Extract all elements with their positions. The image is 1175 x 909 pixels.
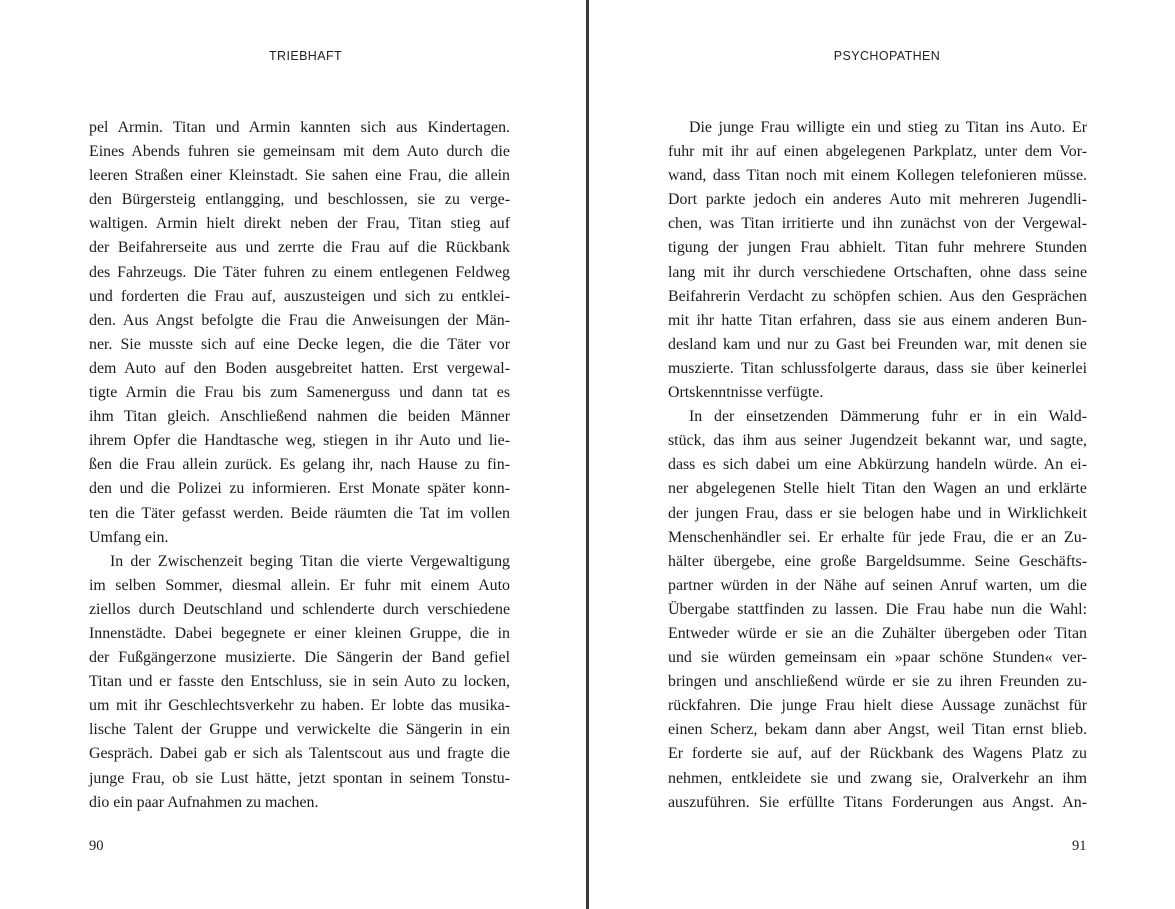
text-line: rückfahren. Die junge Frau hielt diese Aussage zunächst für: [668, 697, 1087, 715]
right-page: [589, 0, 1175, 909]
text-line: Übergabe stattfinden zu lassen. Die Frau habe nun die Wahl:: [668, 600, 1087, 618]
text-line: und forderten die Frau auf, auszusteigen und sich zu entklei-: [89, 287, 510, 305]
text-line: In der einsetzenden Dämmerung fuhr er in ein Wald-: [689, 408, 1087, 426]
text-line: hälter übergebe, eine große Bargeldsumme. Seine Geschäfts-: [668, 552, 1087, 570]
text-line: nehmen, entkleidete sie und zwang sie, Oralverkehr an ihm: [668, 769, 1087, 787]
text-line: Entweder würde er sie an die Zuhälter übergeben oder Titan: [668, 624, 1087, 642]
text-line: Titan und er fasste den Entschluss, sie in sein Auto zu locken,: [89, 673, 510, 691]
text-line: Gespräch. Dabei gab er sich als Talentscout aus und fragte die: [89, 745, 510, 763]
text-line: dem Auto auf den Boden ausgebreitet hatten. Erst vergewal-: [89, 359, 510, 377]
left-page-body: [89, 116, 510, 815]
text-line: den Bürgersteig entlangging, und beschlossen, sie zu verge-: [89, 191, 510, 209]
text-line: Er forderte sie auf, auf der Rückbank des Wagens Platz zu: [668, 745, 1087, 763]
text-line: Beifahrerin Verdacht zu schöpfen schien. Aus den Gesprächen: [668, 287, 1087, 305]
text-line: partner würden in der Nähe auf seinen Anruf warten, um die: [668, 576, 1087, 594]
text-line: ner. Sie musste sich auf eine Decke legen, die die Täter vor: [89, 335, 510, 353]
text-line: den und die Polizei zu informieren. Erst Monate später konn-: [89, 480, 510, 498]
text-line: tigung der jungen Frau abhielt. Titan fuhr mehrere Stunden: [668, 239, 1087, 257]
text-line: der Beifahrerseite aus und zerrte die Frau auf die Rückbank: [89, 239, 510, 257]
text-line: lang mit ihr durch verschiedene Ortschaften, ohne dass seine: [668, 263, 1087, 281]
text-line: Eines Abends fuhren sie gemeinsam mit dem Auto durch die: [89, 143, 510, 161]
text-line: dass es sich dabei um eine Abkürzung handeln würde. An ei-: [668, 456, 1087, 474]
text-line: Die junge Frau willigte ein und stieg zu Titan ins Auto. Er: [689, 119, 1087, 136]
running-head-right: PSYCHOPATHEN: [833, 49, 941, 63]
text-line: um mit ihr Geschlechtsverkehr zu haben. Er lobte das musika-: [89, 697, 510, 715]
text-line: Menschenhändler sei. Er erhalte für jede Frau, die er an Zu-: [668, 528, 1087, 546]
text-line: fuhr mit ihr auf einen abgelegenen Parkplatz, unter dem Vor-: [668, 143, 1087, 161]
text-line: ziellos durch Deutschland und schlenderte durch verschiedene: [89, 600, 510, 618]
page-number-right: 91: [1072, 838, 1087, 854]
right-page-body: [668, 116, 1087, 815]
text-line: Ortskenntnisse verfügte.: [668, 384, 824, 402]
text-line: lische Talent der Gruppe und verwickelte die Sängerin in ein: [89, 721, 510, 739]
text-line: einen Scherz, bekam dann aber Angst, weil Titan ernst blieb.: [668, 721, 1087, 739]
text-line: Umfang ein.: [89, 528, 169, 546]
left-page: [0, 0, 586, 909]
text-line: tigte Armin die Frau bis zum Samenerguss und dann tat es: [89, 384, 510, 402]
text-line: im selben Sommer, diesmal allein. Er fuhr mit einem Auto: [89, 576, 510, 594]
text-line: und sie würden gemeinsam ein »paar schöne Stunden« ver-: [668, 649, 1087, 667]
text-line: desland kam und nur zu Gast bei Freunden war, mit denen sie: [668, 335, 1087, 353]
text-line: junge Frau, ob sie Lust hätte, jetzt spontan in seinem Tonstu-: [89, 769, 510, 787]
page-number-left: 90: [89, 838, 104, 854]
text-line: stück, das ihm aus seiner Jugendzeit bekannt war, und sagte,: [668, 432, 1087, 450]
text-line: ßen die Frau allein zurück. Es gelang ihr, nach Hause zu fin-: [89, 456, 510, 474]
text-line: chen, was Titan irritierte und ihn zunächst von der Vergewal-: [668, 215, 1087, 233]
text-line: leeren Straßen einer Kleinstadt. Sie sahen eine Frau, die allein: [89, 167, 510, 185]
text-line: mit ihr hatte Titan erfahren, dass sie aus einem anderen Bun-: [668, 311, 1087, 329]
text-line: Dort parkte jedoch ein anderes Auto mit mehreren Jugendli-: [668, 191, 1087, 209]
text-line: waltigen. Armin hielt direkt neben der Frau, Titan stieg auf: [89, 215, 510, 233]
text-line: ihm Titan gleich. Anschließend nahmen die beiden Männer: [89, 408, 510, 426]
text-line: Innenstädte. Dabei begegnete er einer kleinen Gruppe, die in: [89, 624, 510, 642]
text-line: des Fahrzeugs. Die Täter fuhren zu einem entlegenen Feldweg: [89, 263, 510, 281]
text-line: der Fußgängerzone musizierte. Die Sängerin der Band gefiel: [89, 649, 510, 667]
text-line: wand, dass Titan noch mit einem Kollegen telefonieren müsse.: [668, 167, 1087, 185]
text-line: ten die Täter gefasst werden. Beide räumten die Tat im vollen: [89, 504, 510, 522]
text-line: der jungen Frau, dass er sie belogen habe und in Wirklichkeit: [668, 504, 1087, 522]
running-head-left: TRIEBHAFT: [269, 49, 343, 63]
text-line: bringen und anschließend würde er sie zu ihren Freunden zu-: [668, 673, 1087, 691]
text-line: In der Zwischenzeit beging Titan die vierte Vergewaltigung: [110, 552, 510, 570]
text-line: muszierte. Titan schlussfolgerte daraus, dass sie über keinerlei: [668, 359, 1087, 377]
text-line: auszuführen. Sie erfüllte Titans Forderungen aus Angst. An-: [668, 793, 1087, 811]
text-line: dio ein paar Aufnahmen zu machen.: [89, 793, 319, 811]
text-line: ihrem Opfer die Handtasche weg, stiegen in ihr Auto und lie-: [89, 432, 510, 450]
text-line: pel Armin. Titan und Armin kannten sich aus Kindertagen.: [89, 119, 510, 136]
text-line: den. Aus Angst befolgte die Frau die Anweisungen der Män-: [89, 311, 510, 329]
text-line: ner abgelegenen Stelle hielt Titan den Wagen an und erklärte: [668, 480, 1087, 498]
